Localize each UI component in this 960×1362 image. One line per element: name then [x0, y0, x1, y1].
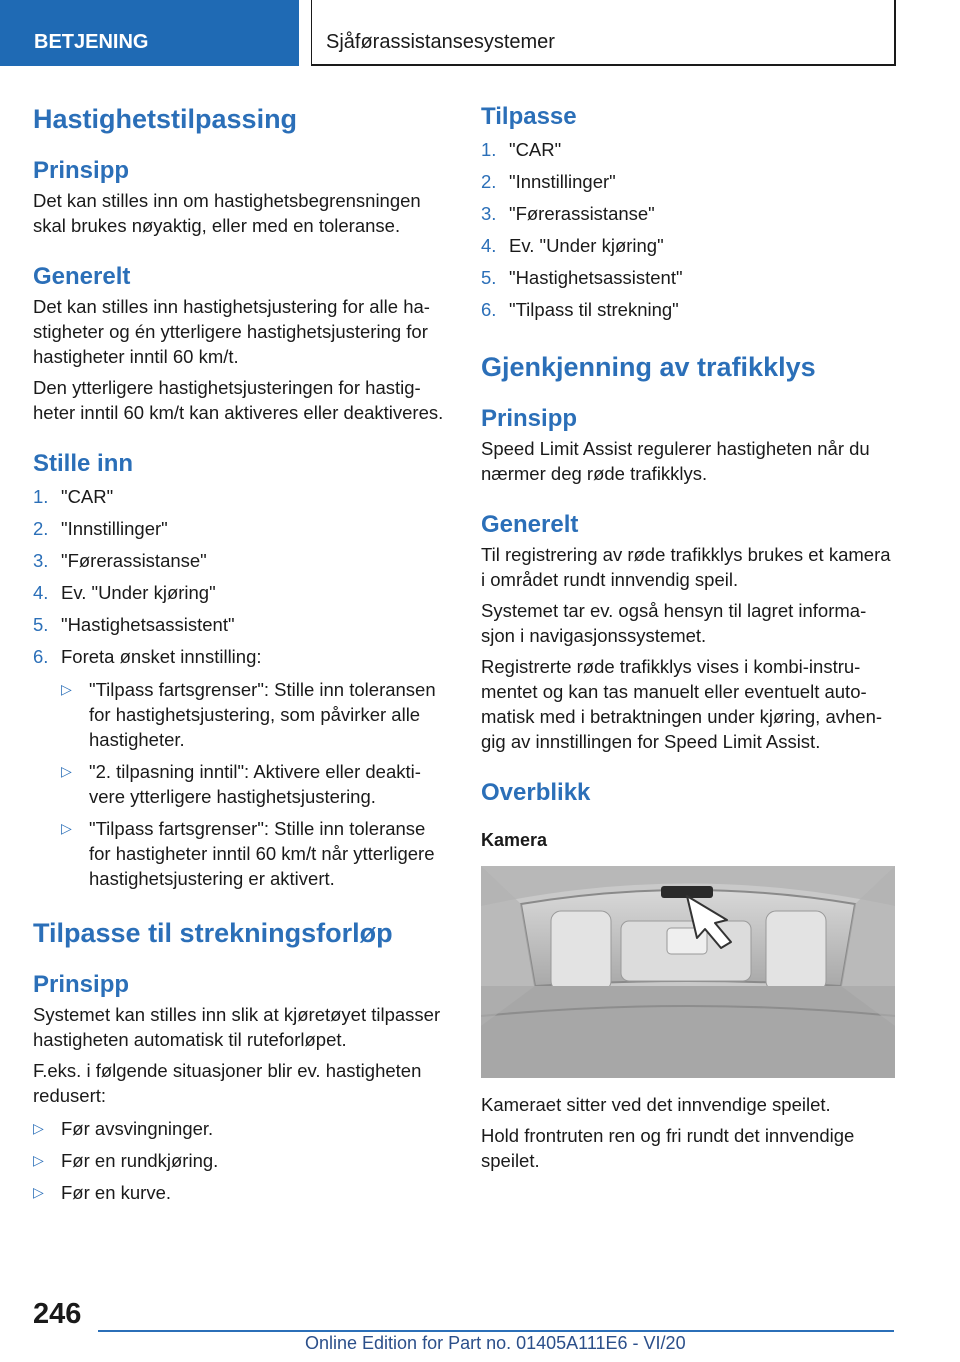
- triangle-bullet-icon: ▷: [61, 763, 72, 779]
- subtitle-prinsipp-2: Prinsipp: [33, 971, 130, 998]
- step: 4. Ev. "Under kjøring": [33, 582, 216, 603]
- step: 3. "Førerassistanse": [481, 203, 655, 224]
- subtitle-generelt: Generelt: [33, 263, 131, 290]
- right-column: [481, 100, 893, 1173]
- triangle-bullet-icon: ▷: [33, 1184, 44, 1200]
- step: 6. "Tilpass til strekning": [481, 299, 679, 320]
- step: 5. "Hastighetsassistent": [481, 267, 683, 288]
- camera-illustration: [481, 866, 895, 1078]
- triangle-bullet-icon: ▷: [61, 820, 72, 836]
- subtitle-tilpasse: Tilpasse: [481, 103, 577, 130]
- page-number: 246: [33, 1298, 82, 1330]
- generelt-paragraph-1: Det kan stilles inn hastighetsjustering for alle hastigheter og én ytterligere hastighetsjustering for hastigheter inntil 60 km/t.: [33, 296, 430, 367]
- subtitle-overblikk: Overblikk: [481, 779, 591, 806]
- section-title-tilpasse-til-strekningsforlop: Tilpasse til strekningsforløp: [33, 918, 393, 948]
- step: 2. "Innstillinger": [481, 171, 616, 192]
- triangle-bullet-icon: ▷: [61, 681, 72, 697]
- generelt-right-paragraph-1: Til registrering av røde trafikklys brukes et kamera i området rundt innvendig speil.: [481, 544, 891, 590]
- step: 6. Foreta ønsket innstilling:: [33, 646, 262, 667]
- section-title-hastighetstilpassing: Hastighetstilpassing: [33, 104, 298, 134]
- list-item: ▷ Før en rundkjøring.: [33, 1150, 219, 1171]
- step: 1. "CAR": [481, 139, 562, 160]
- triangle-bullet-icon: ▷: [33, 1152, 44, 1168]
- list-item: ▷ "2. tilpasning inntil": Aktivere eller deaktivere ytterligere hastighetsjustering.: [61, 761, 421, 807]
- footer-edition: Online Edition for Part no. 01405A111E6 - VI/20: [305, 1333, 686, 1353]
- generelt-right-paragraph-3: Registrerte røde trafikklys vises i kombi-instrumentet og kan tas manuelt eller eventuelt automatisk med i betraktningen under kjøring, avhengig av innstillingen for Speed Limit Assist.: [481, 656, 883, 752]
- kamera-paragraph-2: Hold frontruten ren og fri rundt det innvendige speilet.: [481, 1125, 855, 1171]
- step: 3. "Førerassistanse": [33, 550, 207, 571]
- list-item: ▷ "Tilpass fartsgrenser": Stille inn toleranse for hastigheter inntil 60 km/t når ytterligere hastighetsjustering er aktivert.: [61, 818, 435, 889]
- prinsipp-text: Det kan stilles inn om hastighetsbegrensningen skal brukes nøyaktig, eller med en toleranse.: [33, 190, 421, 236]
- step: 5. "Hastighetsassistent": [33, 614, 235, 635]
- prinsipp2-paragraph-1: Systemet kan stilles inn slik at kjøretøyet tilpasser hastigheten automatisk til ruteforløpet.: [33, 1004, 441, 1050]
- header-section: BETJENING: [0, 0, 299, 66]
- generelt-paragraph-2: Den ytterligere hastighetsjusteringen for hastigheter inntil 60 km/t kan aktiveres eller deaktiveres.: [33, 377, 444, 423]
- stille-inn-steps: [33, 481, 445, 673]
- list-item: ▷ "Tilpass fartsgrenser": Stille inn toleransen for hastighetsjustering, som påvirker alle hastigheter.: [61, 679, 436, 750]
- list-item: ▷ Før avsvingninger.: [33, 1118, 214, 1139]
- generelt-right-paragraph-2: Systemet tar ev. også hensyn til lagret informasjon i navigasjonssystemet.: [481, 600, 867, 646]
- list-item: ▷ Før en kurve.: [33, 1182, 171, 1203]
- prinsipp-right-text: Speed Limit Assist regulerer hastigheten når du nærmer deg røde trafikklys.: [481, 438, 870, 484]
- header-chapter: Sjåførassistansesystemer: [311, 0, 896, 66]
- tilpasse-steps: [481, 134, 893, 326]
- kamera-paragraph-1: Kameraet sitter ved det innvendige speilet.: [481, 1094, 831, 1115]
- subtitle-prinsipp-right: Prinsipp: [481, 405, 578, 432]
- kamera-heading: Kamera: [481, 830, 548, 850]
- situations-list: [33, 1116, 445, 1205]
- substeps-list: [33, 677, 445, 891]
- subtitle-prinsipp: Prinsipp: [33, 157, 130, 184]
- step: 2. "Innstillinger": [33, 518, 168, 539]
- left-column: [33, 100, 445, 1212]
- prinsipp2-paragraph-2: F.eks. i følgende situasjoner blir ev. hastigheten redusert:: [33, 1060, 422, 1106]
- triangle-bullet-icon: ▷: [33, 1120, 44, 1136]
- step: 1. "CAR": [33, 486, 114, 507]
- subtitle-stille-inn: Stille inn: [33, 450, 134, 477]
- footer-divider: [98, 1330, 894, 1332]
- section-title-gjenkjenning: Gjenkjenning av trafikklys: [481, 352, 816, 382]
- subtitle-generelt-right: Generelt: [481, 511, 579, 538]
- step: 4. Ev. "Under kjøring": [481, 235, 664, 256]
